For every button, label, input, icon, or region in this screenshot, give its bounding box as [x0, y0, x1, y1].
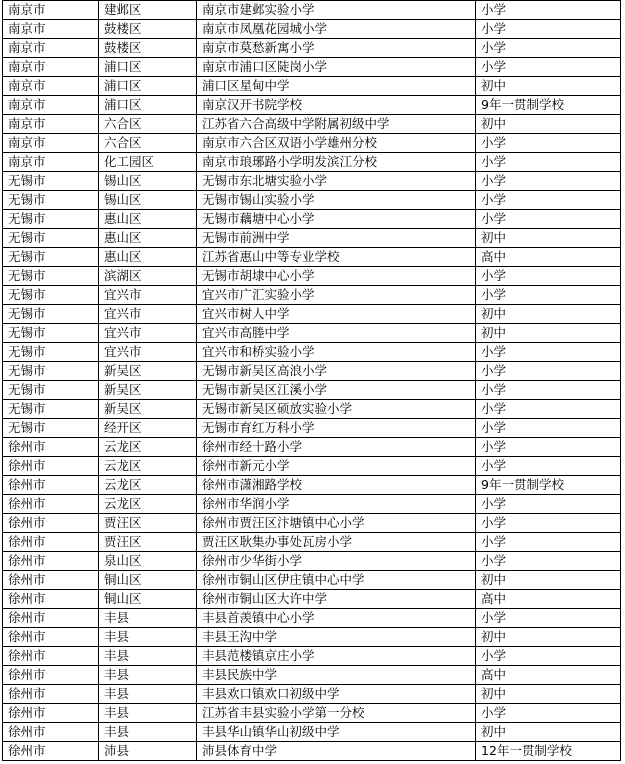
city-cell: 南京市 [3, 58, 99, 77]
district-cell: 丰县 [99, 647, 197, 666]
city-cell: 徐州市 [3, 514, 99, 533]
school-type-cell: 小学 [476, 514, 621, 533]
table-row [3, 723, 621, 742]
table-row [3, 400, 621, 419]
school-name-cell: 徐州市贾汪区汴塘镇中心小学 [197, 514, 476, 533]
school-name-cell: 无锡市新吴区江溪小学 [197, 381, 476, 400]
school-name-cell: 宜兴市高塍中学 [197, 324, 476, 343]
district-cell: 新吴区 [99, 362, 197, 381]
table-row [3, 115, 621, 134]
city-cell: 无锡市 [3, 343, 99, 362]
school-name-cell: 丰县欢口镇欢口初级中学 [197, 685, 476, 704]
district-cell: 新吴区 [99, 400, 197, 419]
school-type-cell: 小学 [476, 704, 621, 723]
city-cell: 徐州市 [3, 552, 99, 571]
district-cell: 六合区 [99, 115, 197, 134]
district-cell: 浦口区 [99, 96, 197, 115]
district-cell: 锡山区 [99, 191, 197, 210]
district-cell: 云龙区 [99, 457, 197, 476]
city-cell: 南京市 [3, 20, 99, 39]
table-row [3, 571, 621, 590]
school-name-cell: 浦口区星甸中学 [197, 77, 476, 96]
table-row [3, 742, 621, 761]
district-cell: 浦口区 [99, 58, 197, 77]
city-cell: 无锡市 [3, 172, 99, 191]
city-cell: 无锡市 [3, 362, 99, 381]
school-type-cell: 小学 [476, 362, 621, 381]
table-row [3, 305, 621, 324]
city-cell: 无锡市 [3, 267, 99, 286]
district-cell: 建邺区 [99, 1, 197, 20]
table-row [3, 438, 621, 457]
district-cell: 丰县 [99, 704, 197, 723]
school-name-cell: 丰县民族中学 [197, 666, 476, 685]
table-row [3, 628, 621, 647]
school-name-cell: 贾汪区耿集办事处瓦房小学 [197, 533, 476, 552]
school-name-cell: 徐州市少华街小学 [197, 552, 476, 571]
school-name-cell: 无锡市新吴区硕放实验小学 [197, 400, 476, 419]
school-name-cell: 南京市莫愁新寓小学 [197, 39, 476, 58]
table-row [3, 552, 621, 571]
city-cell: 南京市 [3, 39, 99, 58]
table-row [3, 495, 621, 514]
table-row [3, 666, 621, 685]
city-cell: 徐州市 [3, 704, 99, 723]
school-type-cell: 12年一贯制学校 [476, 742, 621, 761]
city-cell: 无锡市 [3, 305, 99, 324]
district-cell: 云龙区 [99, 476, 197, 495]
district-cell: 贾汪区 [99, 514, 197, 533]
district-cell: 惠山区 [99, 248, 197, 267]
district-cell: 惠山区 [99, 229, 197, 248]
school-type-cell: 小学 [476, 457, 621, 476]
school-name-cell: 无锡市东北塘实验小学 [197, 172, 476, 191]
city-cell: 南京市 [3, 134, 99, 153]
school-name-cell: 徐州市新元小学 [197, 457, 476, 476]
city-cell: 无锡市 [3, 248, 99, 267]
district-cell: 云龙区 [99, 495, 197, 514]
school-type-cell: 初中 [476, 324, 621, 343]
school-type-cell: 小学 [476, 134, 621, 153]
city-cell: 徐州市 [3, 723, 99, 742]
school-name-cell: 徐州市铜山区大许中学 [197, 590, 476, 609]
school-type-cell: 小学 [476, 20, 621, 39]
table-row [3, 229, 621, 248]
school-name-cell: 无锡市前洲中学 [197, 229, 476, 248]
district-cell: 化工园区 [99, 153, 197, 172]
district-cell: 新吴区 [99, 381, 197, 400]
school-name-cell: 无锡市新吴区高浪小学 [197, 362, 476, 381]
district-cell: 鼓楼区 [99, 20, 197, 39]
school-type-cell: 高中 [476, 666, 621, 685]
table-row [3, 191, 621, 210]
school-name-cell: 南京市琅琊路小学明发滨江分校 [197, 153, 476, 172]
school-table-body [3, 1, 621, 761]
city-cell: 南京市 [3, 96, 99, 115]
city-cell: 徐州市 [3, 457, 99, 476]
table-row [3, 1, 621, 20]
table-row [3, 20, 621, 39]
school-type-cell: 小学 [476, 1, 621, 20]
city-cell: 无锡市 [3, 381, 99, 400]
school-type-cell: 小学 [476, 58, 621, 77]
district-cell: 宜兴市 [99, 305, 197, 324]
table-row [3, 248, 621, 267]
table-row [3, 267, 621, 286]
district-cell: 沛县 [99, 742, 197, 761]
district-cell: 滨湖区 [99, 267, 197, 286]
school-type-cell: 小学 [476, 438, 621, 457]
table-row [3, 210, 621, 229]
school-name-cell: 丰县范楼镇京庄小学 [197, 647, 476, 666]
district-cell: 宜兴市 [99, 343, 197, 362]
school-name-cell: 南京市浦口区陡岗小学 [197, 58, 476, 77]
table-row [3, 514, 621, 533]
city-cell: 无锡市 [3, 229, 99, 248]
school-name-cell: 沛县体育中学 [197, 742, 476, 761]
school-name-cell: 无锡市育红万科小学 [197, 419, 476, 438]
district-cell: 丰县 [99, 685, 197, 704]
school-name-cell: 南京市六合区双语小学雄州分校 [197, 134, 476, 153]
school-type-cell: 初中 [476, 305, 621, 324]
school-name-cell: 无锡市胡埭中心小学 [197, 267, 476, 286]
district-cell: 浦口区 [99, 77, 197, 96]
city-cell: 徐州市 [3, 533, 99, 552]
district-cell: 丰县 [99, 628, 197, 647]
school-name-cell: 徐州市经十路小学 [197, 438, 476, 457]
table-row [3, 381, 621, 400]
district-cell: 泉山区 [99, 552, 197, 571]
table-row [3, 419, 621, 438]
school-name-cell: 南京汉开书院学校 [197, 96, 476, 115]
city-cell: 徐州市 [3, 628, 99, 647]
school-name-cell: 江苏省丰县实验小学第一分校 [197, 704, 476, 723]
table-row [3, 153, 621, 172]
district-cell: 锡山区 [99, 172, 197, 191]
school-type-cell: 小学 [476, 267, 621, 286]
school-type-cell: 高中 [476, 590, 621, 609]
city-cell: 徐州市 [3, 571, 99, 590]
school-name-cell: 宜兴市和桥实验小学 [197, 343, 476, 362]
city-cell: 徐州市 [3, 438, 99, 457]
district-cell: 铜山区 [99, 590, 197, 609]
table-row [3, 685, 621, 704]
district-cell: 六合区 [99, 134, 197, 153]
school-type-cell: 小学 [476, 647, 621, 666]
school-name-cell: 丰县首羡镇中心小学 [197, 609, 476, 628]
school-name-cell: 徐州市潇湘路学校 [197, 476, 476, 495]
city-cell: 南京市 [3, 1, 99, 20]
school-type-cell: 小学 [476, 495, 621, 514]
school-type-cell: 初中 [476, 628, 621, 647]
city-cell: 无锡市 [3, 286, 99, 305]
city-cell: 南京市 [3, 115, 99, 134]
school-type-cell: 初中 [476, 685, 621, 704]
city-cell: 无锡市 [3, 419, 99, 438]
district-cell: 贾汪区 [99, 533, 197, 552]
city-cell: 无锡市 [3, 400, 99, 419]
school-type-cell: 9年一贯制学校 [476, 96, 621, 115]
city-cell: 无锡市 [3, 210, 99, 229]
table-row [3, 476, 621, 495]
school-type-cell: 小学 [476, 172, 621, 191]
table-row [3, 96, 621, 115]
table-row [3, 647, 621, 666]
city-cell: 徐州市 [3, 666, 99, 685]
table-row [3, 39, 621, 58]
table-row [3, 590, 621, 609]
city-cell: 徐州市 [3, 685, 99, 704]
district-cell: 丰县 [99, 666, 197, 685]
table-row [3, 343, 621, 362]
school-name-cell: 江苏省六合高级中学附属初级中学 [197, 115, 476, 134]
school-name-cell: 无锡市锡山实验小学 [197, 191, 476, 210]
school-name-cell: 宜兴市树人中学 [197, 305, 476, 324]
table-row [3, 172, 621, 191]
district-cell: 宜兴市 [99, 286, 197, 305]
school-name-cell: 江苏省惠山中等专业学校 [197, 248, 476, 267]
table-row [3, 704, 621, 723]
table-row [3, 286, 621, 305]
school-type-cell: 初中 [476, 115, 621, 134]
city-cell: 无锡市 [3, 324, 99, 343]
table-row [3, 58, 621, 77]
school-type-cell: 小学 [476, 191, 621, 210]
district-cell: 惠山区 [99, 210, 197, 229]
district-cell: 经开区 [99, 419, 197, 438]
city-cell: 徐州市 [3, 742, 99, 761]
school-table [2, 0, 621, 761]
district-cell: 云龙区 [99, 438, 197, 457]
table-row [3, 77, 621, 96]
school-type-cell: 小学 [476, 343, 621, 362]
school-type-cell: 高中 [476, 248, 621, 267]
school-type-cell: 初中 [476, 229, 621, 248]
city-cell: 徐州市 [3, 476, 99, 495]
school-type-cell: 小学 [476, 381, 621, 400]
school-type-cell: 小学 [476, 286, 621, 305]
school-name-cell: 宜兴市广汇实验小学 [197, 286, 476, 305]
school-name-cell: 徐州市铜山区伊庄镇中心中学 [197, 571, 476, 590]
school-name-cell: 徐州市华润小学 [197, 495, 476, 514]
school-type-cell: 小学 [476, 39, 621, 58]
city-cell: 南京市 [3, 153, 99, 172]
table-row [3, 457, 621, 476]
school-type-cell: 小学 [476, 400, 621, 419]
district-cell: 丰县 [99, 723, 197, 742]
school-type-cell: 小学 [476, 153, 621, 172]
city-cell: 徐州市 [3, 495, 99, 514]
table-row [3, 134, 621, 153]
table-row [3, 609, 621, 628]
school-type-cell: 小学 [476, 419, 621, 438]
school-type-cell: 初中 [476, 723, 621, 742]
school-name-cell: 南京市凤凰花园城小学 [197, 20, 476, 39]
school-type-cell: 初中 [476, 77, 621, 96]
school-type-cell: 小学 [476, 533, 621, 552]
school-type-cell: 小学 [476, 552, 621, 571]
table-row [3, 533, 621, 552]
city-cell: 徐州市 [3, 647, 99, 666]
city-cell: 南京市 [3, 77, 99, 96]
school-type-cell: 小学 [476, 609, 621, 628]
school-name-cell: 无锡市藕塘中心小学 [197, 210, 476, 229]
district-cell: 宜兴市 [99, 324, 197, 343]
city-cell: 徐州市 [3, 609, 99, 628]
school-name-cell: 丰县华山镇华山初级中学 [197, 723, 476, 742]
table-row [3, 362, 621, 381]
city-cell: 无锡市 [3, 191, 99, 210]
school-type-cell: 初中 [476, 571, 621, 590]
school-type-cell: 小学 [476, 210, 621, 229]
district-cell: 丰县 [99, 609, 197, 628]
table-row [3, 324, 621, 343]
district-cell: 铜山区 [99, 571, 197, 590]
school-type-cell: 9年一贯制学校 [476, 476, 621, 495]
district-cell: 鼓楼区 [99, 39, 197, 58]
city-cell: 徐州市 [3, 590, 99, 609]
school-name-cell: 丰县王沟中学 [197, 628, 476, 647]
school-name-cell: 南京市建邺实验小学 [197, 1, 476, 20]
